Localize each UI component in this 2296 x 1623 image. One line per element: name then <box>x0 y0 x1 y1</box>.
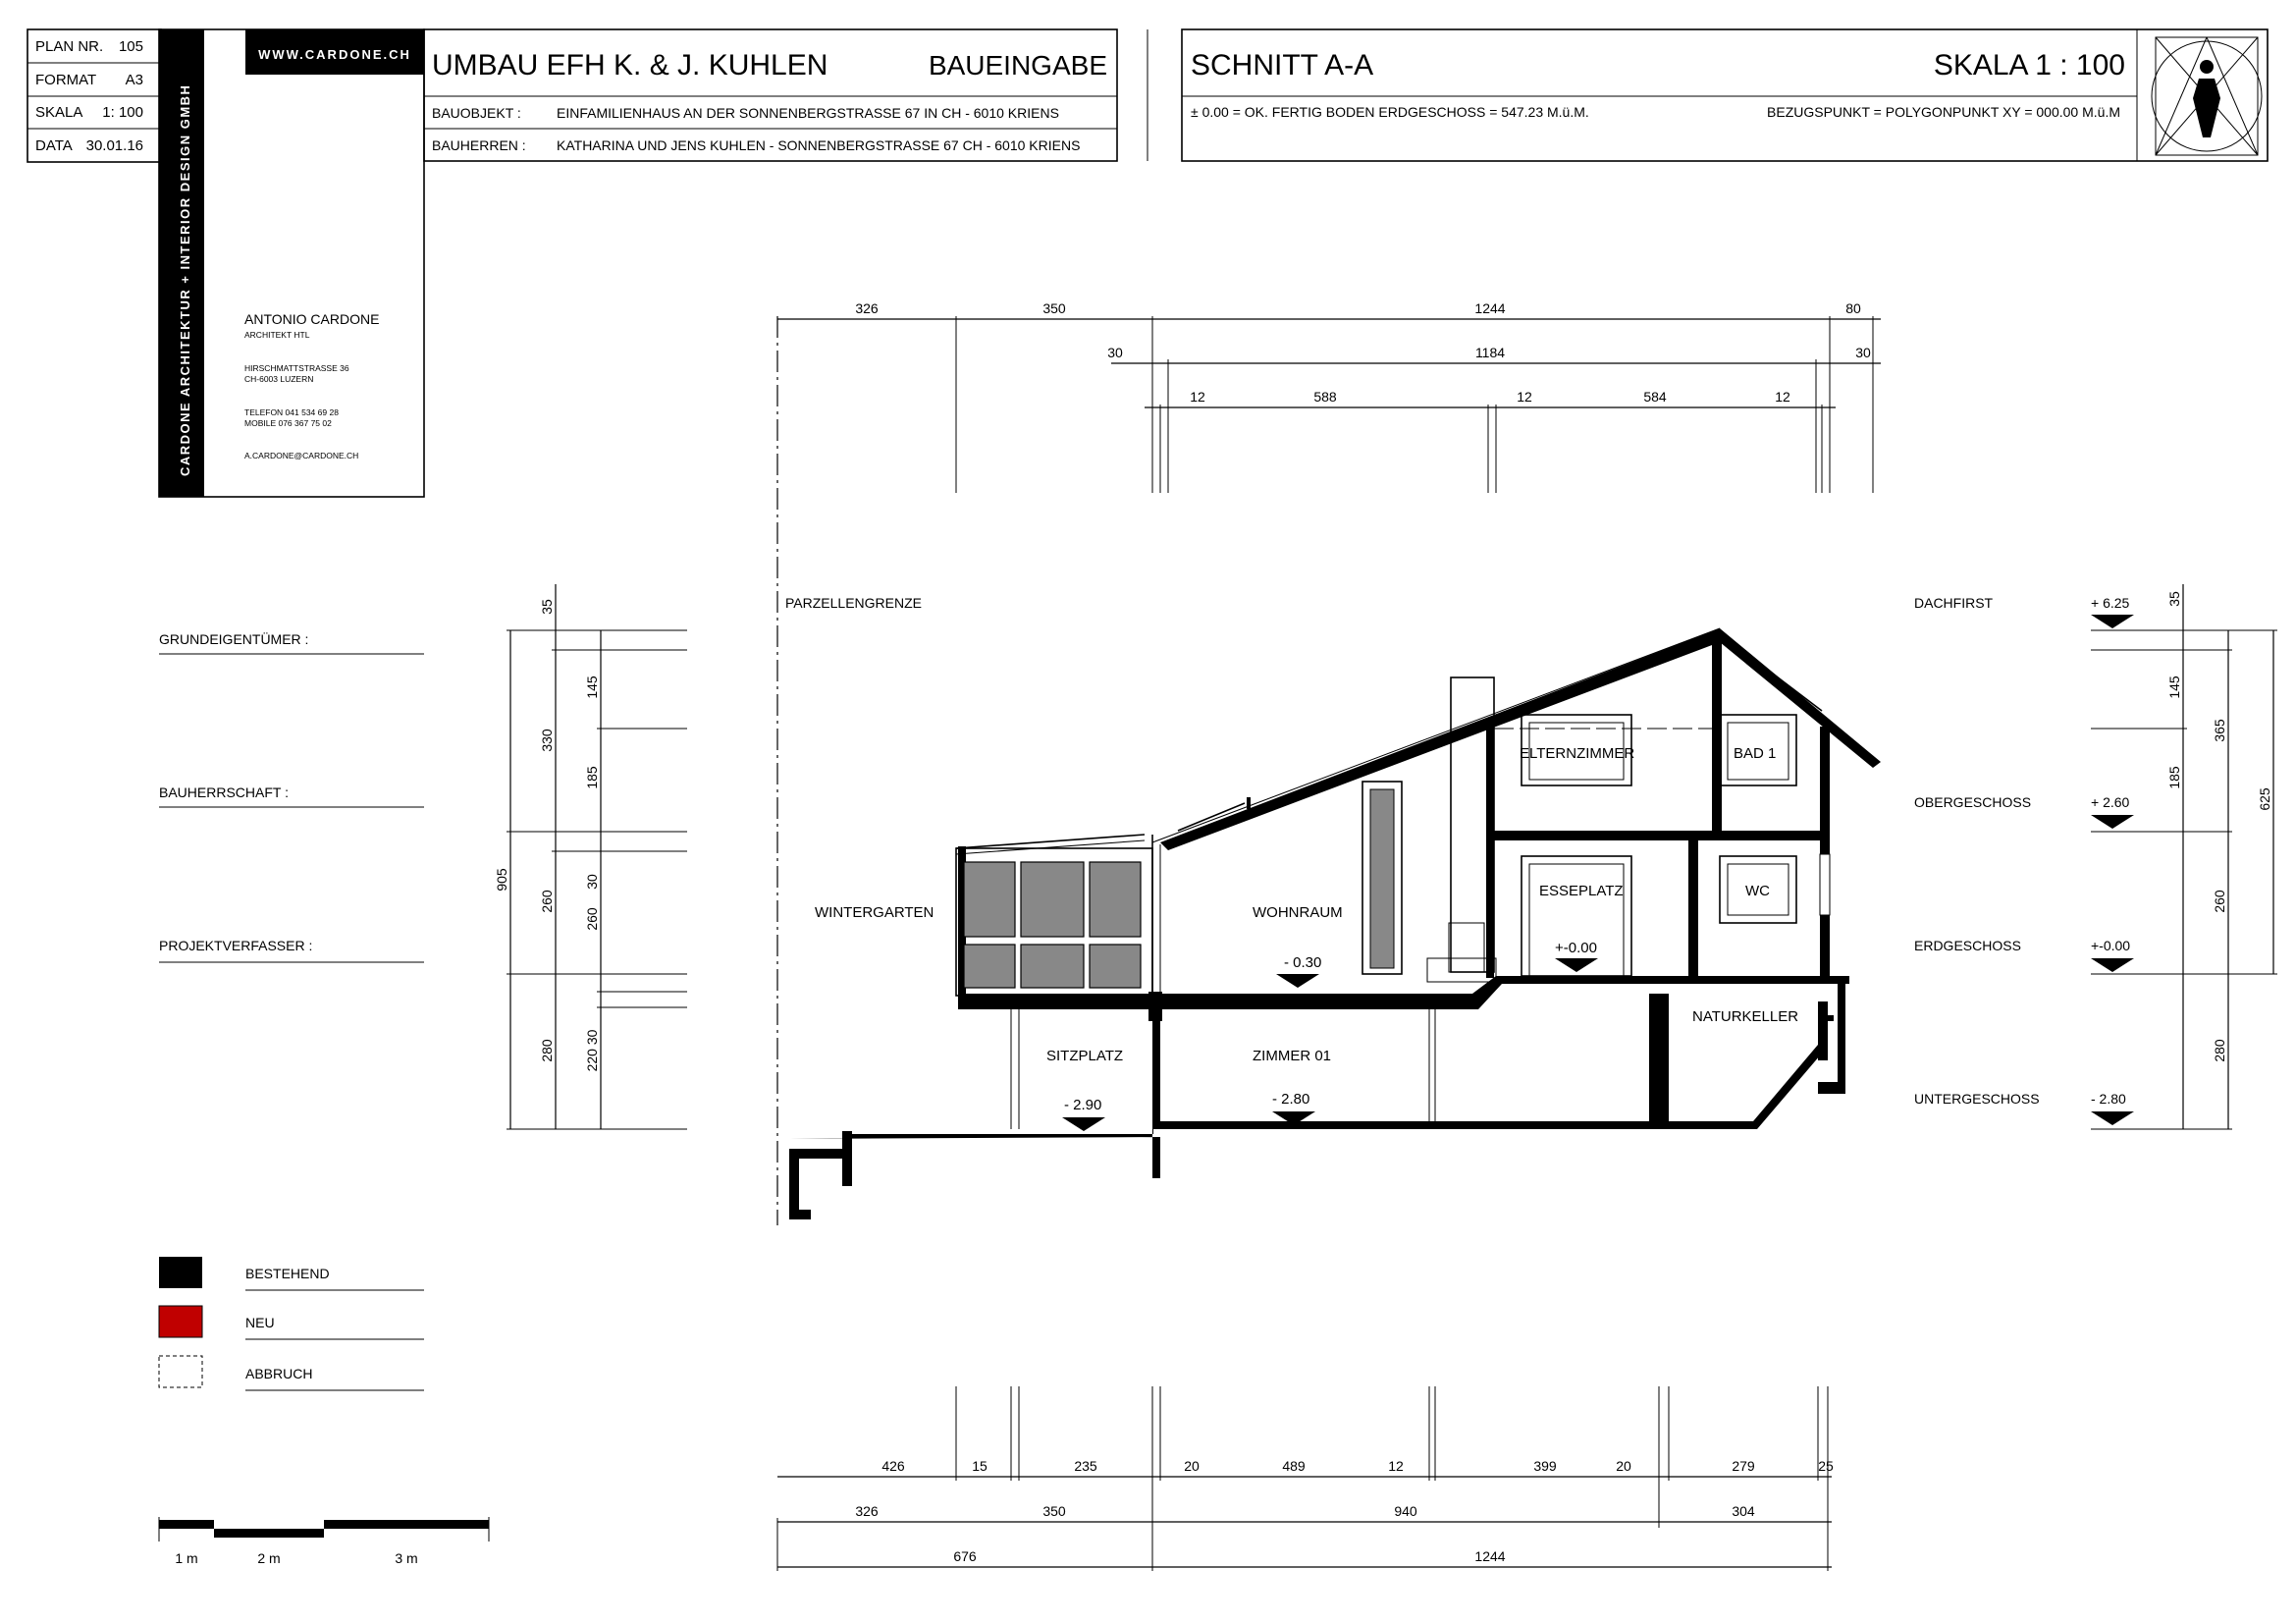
plan-nr-label: PLAN NR. <box>35 38 104 55</box>
dim-label: 676 <box>953 1548 977 1564</box>
skala: 1: 100 <box>102 104 143 121</box>
dim-label: 30 <box>1855 345 1871 360</box>
legend-swatch-bestehend <box>159 1257 202 1288</box>
scale-label: 3 m <box>395 1550 418 1566</box>
dim-label: 12 <box>1190 389 1205 405</box>
level-marker <box>2091 1111 2134 1125</box>
dim-label: 330 <box>539 729 555 752</box>
plan-nr: 105 <box>118 38 143 55</box>
data-label: DATA <box>35 137 73 154</box>
level-erdgeschoss: ERDGESCHOSS <box>1914 938 2021 953</box>
dim-label: 326 <box>855 1503 879 1519</box>
dim-label: 1244 <box>1474 300 1506 316</box>
dim-label: 25 <box>1818 1458 1834 1474</box>
bauobjekt-label: BAUOBJEKT : <box>432 105 521 121</box>
vitruvian-logo <box>2152 37 2262 155</box>
signature-label: PROJEKTVERFASSER : <box>159 938 313 953</box>
level-wohn: - 0.30 <box>1284 954 1322 971</box>
office-box <box>159 29 424 497</box>
signature-label: BAUHERRSCHAFT : <box>159 784 289 800</box>
level-obergeschoss-value: + 2.60 <box>2091 794 2130 810</box>
level-labels <box>1914 595 2134 1125</box>
office-phone: TELEFON 041 534 69 28 <box>244 407 339 417</box>
room-wohnraum: WOHNRAUM <box>1253 904 1343 921</box>
dim-label: 426 <box>881 1458 905 1474</box>
dim-label: 350 <box>1042 1503 1066 1519</box>
legend-label: BESTEHEND <box>245 1266 330 1281</box>
room-elternzimmer: ELTERNZIMMER <box>1520 745 1635 762</box>
dim-label: 35 <box>2166 591 2182 607</box>
office-name: ANTONIO CARDONE <box>244 311 380 327</box>
level-untergeschoss-value: - 2.80 <box>2091 1091 2126 1107</box>
dim-label: 145 <box>584 676 600 699</box>
dim-label: 365 <box>2212 719 2227 742</box>
dim-label: 20 <box>1184 1458 1200 1474</box>
section-box <box>1182 29 2268 161</box>
dim-label: 940 <box>1394 1503 1417 1519</box>
dim-label: 185 <box>2166 766 2182 789</box>
dims-right <box>2091 584 2277 1129</box>
legend-swatch-neu <box>159 1306 202 1337</box>
office-title: ARCHITEKT HTL <box>244 330 310 340</box>
dim-label: 1184 <box>1474 345 1506 360</box>
dim-label: 220 30 <box>584 1029 600 1072</box>
project-box <box>424 29 1117 161</box>
legend-label: ABBRUCH <box>245 1366 313 1381</box>
project-title: UMBAU EFH K. & J. KUHLEN <box>432 49 828 81</box>
signature-label: GRUNDEIGENTÜMER : <box>159 631 309 647</box>
level-untergeschoss: UNTERGESCHOSS <box>1914 1091 2040 1107</box>
legend-swatch-abbruch <box>159 1356 202 1387</box>
room-sitzplatz: SITZPLATZ <box>1046 1048 1124 1064</box>
level-erdgeschoss-value: +-0.00 <box>2091 938 2131 953</box>
dims-left <box>494 584 687 1129</box>
label-parzellengrenze: PARZELLENGRENZE <box>785 595 922 611</box>
dim-label: 145 <box>2166 676 2182 699</box>
legend <box>159 1257 424 1390</box>
level-marker <box>2091 958 2134 972</box>
scale-label: 1 m <box>175 1550 198 1566</box>
format-label: FORMAT <box>35 72 97 88</box>
dim-label: 280 <box>539 1039 555 1062</box>
dim-label: 15 <box>972 1458 988 1474</box>
level-esse: +-0.00 <box>1555 940 1597 956</box>
level-marker <box>2091 615 2134 628</box>
level-marker <box>1555 958 1598 972</box>
dim-label: 625 <box>2257 787 2272 811</box>
level-zimmer: - 2.80 <box>1272 1091 1310 1108</box>
dim-label: 185 <box>584 766 600 789</box>
dim-label: 1244 <box>1474 1548 1506 1564</box>
dim-label: 35 <box>539 599 555 615</box>
dim-label: 260 <box>584 907 600 931</box>
dims-top <box>777 300 1881 493</box>
scale-bar <box>159 1517 489 1566</box>
level-dachfirst-value: + 6.25 <box>2091 595 2130 611</box>
room-esseplatz: ESSEPLATZ <box>1539 883 1624 899</box>
dim-label: 12 <box>1388 1458 1404 1474</box>
level-marker <box>1062 1117 1105 1131</box>
dim-label: 12 <box>1517 389 1532 405</box>
building-section <box>789 628 1881 1219</box>
dim-label: 30 <box>1107 345 1123 360</box>
bauherren-label: BAUHERREN : <box>432 137 526 153</box>
dim-label: 280 <box>2212 1039 2227 1062</box>
section-reference: ± 0.00 = OK. FERTIG BODEN ERDGESCHOSS = 547.23 M.ü.M. <box>1191 104 1589 120</box>
level-dachfirst: DACHFIRST <box>1914 595 1994 611</box>
dim-label: 260 <box>2212 890 2227 913</box>
project-stage: BAUEINGABE <box>928 50 1107 81</box>
data: 30.01.16 <box>85 137 143 154</box>
dim-label: 260 <box>539 890 555 913</box>
room-bad: BAD 1 <box>1734 745 1777 762</box>
level-marker <box>1276 974 1319 988</box>
bauherren: KATHARINA UND JENS KUHLEN - SONNENBERGSTRASSE 67 CH - 6010 KRIENS <box>557 137 1081 153</box>
level-obergeschoss: OBERGESCHOSS <box>1914 794 2032 810</box>
level-marker <box>2091 815 2134 829</box>
dim-label: 584 <box>1643 389 1667 405</box>
section-title: SCHNITT A-A <box>1191 49 1374 81</box>
office-mobile: MOBILE 076 367 75 02 <box>244 418 332 428</box>
info-box <box>27 29 161 162</box>
skala-label: SKALA <box>35 104 83 121</box>
dim-label: 304 <box>1732 1503 1755 1519</box>
signatures <box>159 630 424 962</box>
office-email: A.CARDONE@CARDONE.CH <box>244 451 359 460</box>
office-street: HIRSCHMATTSTRASSE 36 <box>244 363 349 373</box>
format: A3 <box>125 72 143 88</box>
dim-label: 12 <box>1775 389 1790 405</box>
room-naturkeller: NATURKELLER <box>1692 1008 1799 1025</box>
bauobjekt: EINFAMILIENHAUS AN DER SONNENBERGSTRASSE 67 IN CH - 6010 KRIENS <box>557 105 1059 121</box>
room-wc: WC <box>1745 883 1770 899</box>
office-vertical-text: CARDONE ARCHITEKTUR + INTERIOR DESIGN GMBH <box>178 83 192 476</box>
room-wintergarten: WINTERGARTEN <box>815 904 934 921</box>
room-zimmer: ZIMMER 01 <box>1253 1048 1332 1064</box>
dim-label: 326 <box>855 300 879 316</box>
dim-label: 80 <box>1845 300 1861 316</box>
dim-label: 399 <box>1533 1458 1557 1474</box>
section-bezugspunkt: BEZUGSPUNKT = POLYGONPUNKT XY = 000.00 M.ü.M <box>1767 104 2120 120</box>
scale-label: 2 m <box>257 1550 281 1566</box>
dim-label: 30 <box>584 874 600 890</box>
office-website: WWW.CARDONE.CH <box>258 47 411 62</box>
dims-bottom <box>777 1386 1834 1571</box>
dim-label: 20 <box>1616 1458 1631 1474</box>
dim-label: 350 <box>1042 300 1066 316</box>
dim-label: 279 <box>1732 1458 1755 1474</box>
level-sitz: - 2.90 <box>1064 1097 1102 1113</box>
dim-label: 588 <box>1313 389 1337 405</box>
dim-label: 235 <box>1074 1458 1097 1474</box>
legend-label: NEU <box>245 1315 275 1330</box>
dim-label: 905 <box>494 868 509 892</box>
dim-label: 489 <box>1282 1458 1306 1474</box>
office-city: CH-6003 LUZERN <box>244 374 314 384</box>
section-scale: SKALA 1 : 100 <box>1933 49 2125 81</box>
